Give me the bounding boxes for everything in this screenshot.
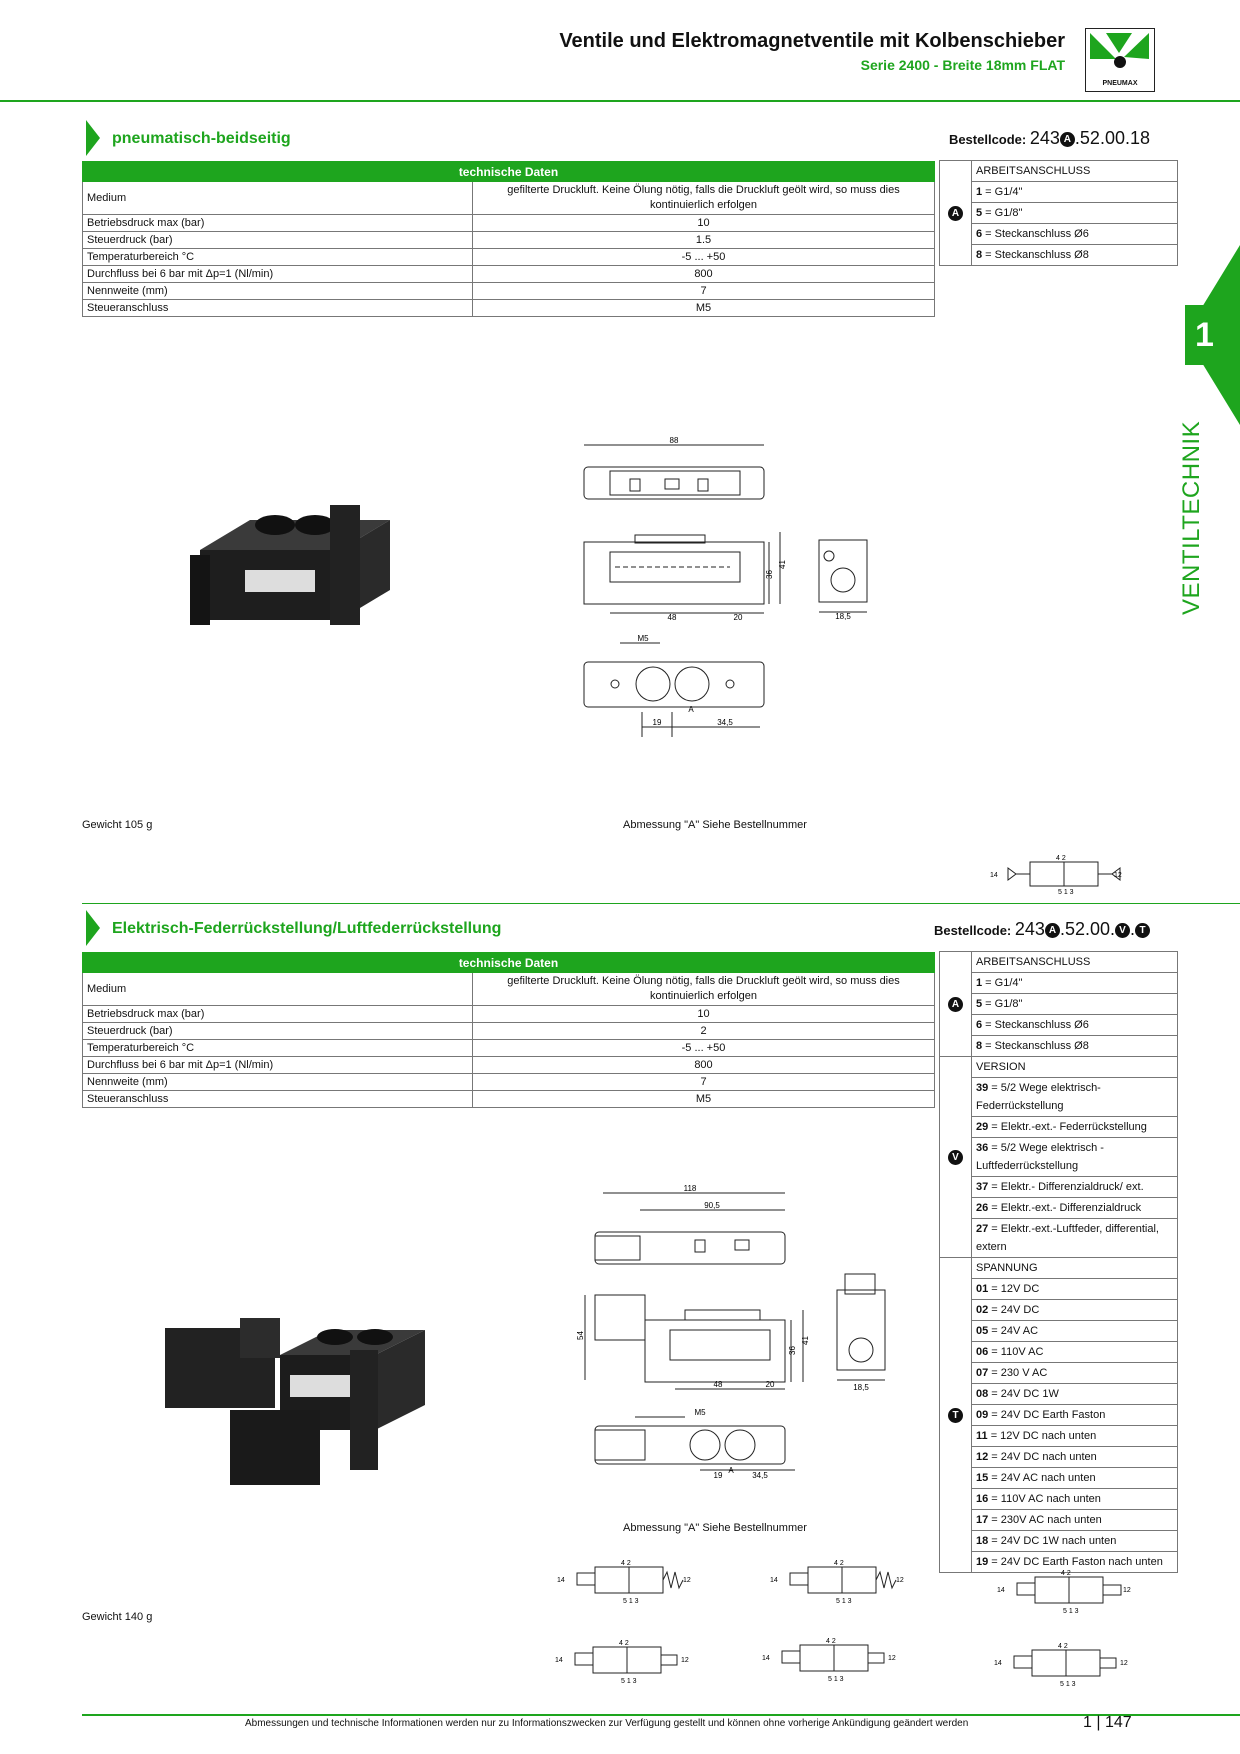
table-row xyxy=(83,973,935,1006)
list-item: 36 = 5/2 Wege elektrisch - Luftfederrückstellung xyxy=(972,1138,1178,1177)
order-suffix: .52.00. xyxy=(1059,919,1115,939)
valve-symbol-1 xyxy=(990,850,1120,898)
row-value: gefilterte Druckluft. Keine Ölung nötig, falls die Druckluft geölt wird, so muss dies kontinuierlich erfolgen xyxy=(473,182,935,215)
order-mark-t: T xyxy=(1135,923,1150,938)
chapter-label: VENTILTECHNIK xyxy=(1178,420,1205,615)
section2-options-table xyxy=(939,951,1178,1573)
list-item: 29 = Elektr.-ext.- Federrückstellung xyxy=(972,1117,1178,1138)
port-12: 12 xyxy=(1114,872,1122,879)
side-view-drawing-2 xyxy=(833,1270,893,1395)
order-prefix: 243 xyxy=(1014,919,1045,939)
table-row xyxy=(83,300,935,317)
row-label: Steueranschluss xyxy=(83,300,473,317)
row-value: 10 xyxy=(473,1006,935,1023)
page-number: 1 | 147 xyxy=(1083,1714,1132,1731)
row-label: Steuerdruck (bar) xyxy=(83,1023,473,1040)
table-row xyxy=(83,1006,935,1023)
port-5-1-3: 5 1 3 xyxy=(828,1676,844,1683)
order-dot: . xyxy=(1129,919,1135,939)
row-value: M5 xyxy=(473,300,935,317)
dim-41: 41 xyxy=(778,560,787,569)
row-label: Steueranschluss xyxy=(83,1091,473,1108)
port-5-1-3: 5 1 3 xyxy=(836,1598,852,1605)
footer-disclaimer: Abmessungen und technische Informationen werden nur zu Informationszwecken zur Verfügung gestellt und können ohne vorherige Ankündigung geändert werden xyxy=(245,1718,969,1729)
row-label: Betriebsdruck max (bar) xyxy=(83,1006,473,1023)
valve-symbol-27 xyxy=(992,1638,1127,1688)
section1-weight: Gewicht 105 g xyxy=(82,819,153,831)
option-letter-cell xyxy=(940,1057,972,1258)
list-item: 39 = 5/2 Wege elektrisch-Federrückstellung xyxy=(972,1078,1178,1117)
row-label: Temperaturbereich °C xyxy=(83,249,473,266)
dim-118: 118 xyxy=(683,1184,697,1193)
list-item: 5 = G1/8" xyxy=(972,994,1178,1015)
order-mark-a: A xyxy=(1045,923,1060,938)
option-group-title: ARBEITSANSCHLUSS xyxy=(972,161,1178,182)
page-subtitle: Serie 2400 - Breite 18mm FLAT xyxy=(860,57,1065,73)
port-5-1-3: 5 1 3 xyxy=(1058,889,1074,896)
port-14: 14 xyxy=(762,1655,770,1662)
row-label: Durchfluss bei 6 bar mit Δp=1 (Nl/min) xyxy=(83,266,473,283)
list-item: 5 = G1/8" xyxy=(972,203,1178,224)
table-row xyxy=(83,1040,935,1057)
port-4-2: 4 2 xyxy=(1056,855,1066,862)
port-14: 14 xyxy=(990,872,998,879)
side-view-drawing-1 xyxy=(815,488,871,621)
table-row xyxy=(83,232,935,249)
port-14: 14 xyxy=(557,1577,565,1584)
dimension-drawing-1 xyxy=(580,437,800,737)
option-group-title: SPANNUNG xyxy=(972,1258,1178,1279)
dim-88: 88 xyxy=(669,436,679,445)
port-5-1-3: 5 1 3 xyxy=(623,1598,639,1605)
table-row xyxy=(83,1074,935,1091)
section-arrow-icon xyxy=(86,910,100,946)
list-item: 6 = Steckanschluss Ø6 xyxy=(972,1015,1178,1036)
row-label: Nennweite (mm) xyxy=(83,1074,473,1091)
section-arrow-icon xyxy=(86,120,100,156)
port-5-1-3: 5 1 3 xyxy=(1060,1681,1076,1688)
port-12: 12 xyxy=(681,1657,689,1664)
port-14: 14 xyxy=(770,1577,778,1584)
order-mark-v: V xyxy=(1115,923,1130,938)
port-12: 12 xyxy=(1120,1660,1128,1667)
port-12: 12 xyxy=(1123,1587,1131,1594)
valve-symbol-37 xyxy=(553,1635,688,1685)
row-value: M5 xyxy=(473,1091,935,1108)
section2-title: Elektrisch-Federrückstellung/Luftfederrückstellung xyxy=(112,920,502,937)
list-item: 27 = Elektr.-ext.-Luftfeder, differential, extern xyxy=(972,1219,1178,1258)
list-item: 37 = Elektr.- Differenzialdruck/ ext. xyxy=(972,1177,1178,1198)
tech-table-header: technische Daten xyxy=(83,953,935,973)
dim-54: 54 xyxy=(576,1331,585,1340)
row-label: Medium xyxy=(83,182,473,215)
row-value: 7 xyxy=(473,1074,935,1091)
list-item: 01 = 12V DC xyxy=(972,1279,1178,1300)
list-item: 07 = 230 V AC xyxy=(972,1363,1178,1384)
option-mark-t: T xyxy=(948,1408,963,1423)
section1-dim-note: Abmessung "A" Siehe Bestellnummer xyxy=(623,819,807,831)
dim-36: 36 xyxy=(765,570,774,579)
table-row xyxy=(83,215,935,232)
list-item: 1 = G1/4" xyxy=(972,182,1178,203)
dim-90-5: 90,5 xyxy=(704,1201,720,1210)
port-12: 12 xyxy=(888,1655,896,1662)
order-prefix: 243 xyxy=(1029,128,1060,148)
port-14: 14 xyxy=(997,1587,1005,1594)
dim-48: 48 xyxy=(713,1380,723,1389)
port-12: 12 xyxy=(683,1577,691,1584)
product-photo-electric xyxy=(160,1310,430,1500)
option-mark-a: A xyxy=(948,997,963,1012)
dim-19: 19 xyxy=(713,1471,723,1480)
page-title: Ventile und Elektromagnetventile mit Kolbenschieber xyxy=(559,30,1065,52)
list-item: 19 = 24V DC Earth Faston nach unten xyxy=(972,1552,1178,1573)
port-4-2: 4 2 xyxy=(1061,1570,1071,1577)
valve-symbol-26 xyxy=(760,1633,895,1683)
option-letter-cell xyxy=(940,952,972,1057)
valve-symbol-39 xyxy=(555,1555,690,1605)
tech-table-header: technische Daten xyxy=(83,162,935,182)
logo-text: PNEUMAX xyxy=(1102,80,1138,87)
order-mark-a: A xyxy=(1060,132,1075,147)
list-item: 17 = 230V AC nach unten xyxy=(972,1510,1178,1531)
table-row xyxy=(83,1091,935,1108)
row-value: 2 xyxy=(473,1023,935,1040)
row-value: -5 ... +50 xyxy=(473,1040,935,1057)
list-item: 12 = 24V DC nach unten xyxy=(972,1447,1178,1468)
product-photo-pneumatic xyxy=(190,480,400,640)
section1-options-table xyxy=(939,160,1178,266)
table-row xyxy=(83,182,935,215)
dim-20: 20 xyxy=(733,613,743,622)
option-letter-cell xyxy=(940,161,972,266)
port-12: 12 xyxy=(896,1577,904,1584)
port-4-2: 4 2 xyxy=(619,1640,629,1647)
section2-order-code xyxy=(890,919,1150,940)
port-4-2: 4 2 xyxy=(826,1638,836,1645)
list-item: 8 = Steckanschluss Ø8 xyxy=(972,245,1178,266)
table-row xyxy=(83,283,935,300)
list-item: 16 = 110V AC nach unten xyxy=(972,1489,1178,1510)
list-item: 6 = Steckanschluss Ø6 xyxy=(972,224,1178,245)
port-5-1-3: 5 1 3 xyxy=(621,1678,637,1685)
port-4-2: 4 2 xyxy=(1058,1643,1068,1650)
dim-34-5: 34,5 xyxy=(752,1471,768,1480)
row-value: -5 ... +50 xyxy=(473,249,935,266)
port-14: 14 xyxy=(994,1660,1002,1667)
dimension-drawing-2 xyxy=(575,1180,815,1480)
table-row xyxy=(83,266,935,283)
list-item: 08 = 24V DC 1W xyxy=(972,1384,1178,1405)
dim-20: 20 xyxy=(765,1380,775,1389)
order-label: Bestellcode: xyxy=(948,132,1027,147)
dim-a: A xyxy=(728,1466,734,1475)
brand-logo xyxy=(1085,28,1155,92)
table-row xyxy=(83,1057,935,1074)
row-value: 800 xyxy=(473,1057,935,1074)
order-suffix: .52.00.18 xyxy=(1074,128,1150,148)
section2-tech-table xyxy=(82,952,935,1108)
row-label: Betriebsdruck max (bar) xyxy=(83,215,473,232)
list-item: 26 = Elektr.-ext.- Differenzialdruck xyxy=(972,1198,1178,1219)
row-label: Nennweite (mm) xyxy=(83,283,473,300)
list-item: 15 = 24V AC nach unten xyxy=(972,1468,1178,1489)
list-item: 02 = 24V DC xyxy=(972,1300,1178,1321)
row-value: 10 xyxy=(473,215,935,232)
option-mark-a: A xyxy=(948,206,963,221)
table-row xyxy=(83,249,935,266)
dim-m5: M5 xyxy=(694,1408,706,1417)
list-item: 18 = 24V DC 1W nach unten xyxy=(972,1531,1178,1552)
table-row xyxy=(83,1023,935,1040)
dim-a: A xyxy=(688,705,694,714)
dim-41: 41 xyxy=(801,1336,810,1345)
row-label: Temperaturbereich °C xyxy=(83,1040,473,1057)
row-label: Durchfluss bei 6 bar mit Δp=1 (Nl/min) xyxy=(83,1057,473,1074)
section1-order-code xyxy=(890,128,1150,149)
option-letter-cell xyxy=(940,1258,972,1573)
section1-title: pneumatisch-beidseitig xyxy=(112,130,291,147)
option-group-title: ARBEITSANSCHLUSS xyxy=(972,952,1178,973)
row-value: 800 xyxy=(473,266,935,283)
dim-36: 36 xyxy=(788,1346,797,1355)
list-item: 11 = 12V DC nach unten xyxy=(972,1426,1178,1447)
footer-rule xyxy=(82,1714,1240,1716)
order-label: Bestellcode: xyxy=(933,923,1012,938)
row-label: Steuerdruck (bar) xyxy=(83,232,473,249)
row-label: Medium xyxy=(83,973,473,1006)
list-item: 1 = G1/4" xyxy=(972,973,1178,994)
dim-18-5: 18,5 xyxy=(835,612,851,621)
port-5-1-3: 5 1 3 xyxy=(1063,1608,1079,1615)
row-value: 7 xyxy=(473,283,935,300)
port-4-2: 4 2 xyxy=(621,1560,631,1567)
valve-symbol-36 xyxy=(995,1565,1130,1615)
dim-34-5: 34,5 xyxy=(717,718,733,727)
port-14: 14 xyxy=(555,1657,563,1664)
chapter-number: 1 xyxy=(1195,316,1214,354)
valve-symbol-29 xyxy=(768,1555,903,1605)
header-rule xyxy=(0,100,1240,102)
dim-m5: M5 xyxy=(637,634,649,643)
port-4-2: 4 2 xyxy=(834,1560,844,1567)
section1-tech-table xyxy=(82,161,935,317)
section2-weight: Gewicht 140 g xyxy=(82,1611,153,1623)
dim-48: 48 xyxy=(667,613,677,622)
list-item: 05 = 24V AC xyxy=(972,1321,1178,1342)
row-value: 1.5 xyxy=(473,232,935,249)
section2-dim-note: Abmessung "A" Siehe Bestellnummer xyxy=(623,1522,807,1534)
list-item: 09 = 24V DC Earth Faston xyxy=(972,1405,1178,1426)
dim-18-5: 18,5 xyxy=(853,1383,869,1392)
option-mark-v: V xyxy=(948,1150,963,1165)
section-divider xyxy=(82,903,1240,904)
dim-19: 19 xyxy=(652,718,662,727)
row-value: gefilterte Druckluft. Keine Ölung nötig, falls die Druckluft geölt wird, so muss dies kontinuierlich erfolgen xyxy=(473,973,935,1006)
list-item: 8 = Steckanschluss Ø8 xyxy=(972,1036,1178,1057)
option-group-title: VERSION xyxy=(972,1057,1178,1078)
list-item: 06 = 110V AC xyxy=(972,1342,1178,1363)
